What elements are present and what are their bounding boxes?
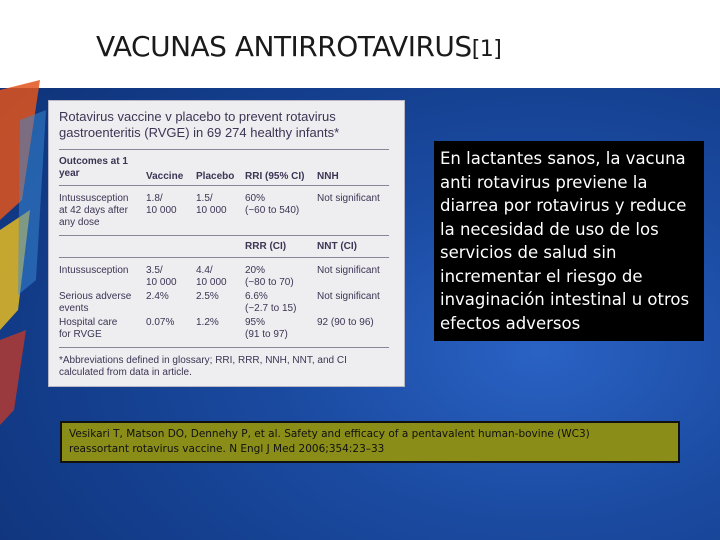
row1-placebo-line: 10 000 bbox=[196, 205, 227, 216]
header-placebo: Placebo bbox=[196, 171, 235, 182]
row4-ci-line: (91 to 97) bbox=[245, 329, 288, 340]
header-nnh: NNH bbox=[317, 171, 339, 182]
header-outcomes-line: year bbox=[59, 168, 80, 179]
row1-nn: Not significant bbox=[317, 193, 380, 204]
row2-vaccine-line: 3.5/ bbox=[146, 265, 163, 276]
row1-ci-line: (−60 to 540) bbox=[245, 205, 300, 216]
row4-nn: 92 (90 to 96) bbox=[317, 317, 374, 328]
header-nnt: NNT (CI) bbox=[317, 241, 357, 252]
row3-nn: Not significant bbox=[317, 291, 380, 302]
row2-nn: Not significant bbox=[317, 265, 380, 276]
summary-box bbox=[434, 141, 704, 341]
row2-outcome: Intussusception bbox=[59, 265, 129, 276]
row1-outcome-line: at 42 days after bbox=[59, 205, 128, 216]
table-rule bbox=[59, 185, 389, 186]
row1-placebo bbox=[196, 193, 227, 217]
row1-ci-line: 60% bbox=[245, 193, 266, 204]
row3-ci bbox=[245, 291, 296, 315]
table-rule bbox=[59, 149, 389, 150]
table-caption-line: Rotavirus vaccine v placebo to prevent rotavirus bbox=[59, 109, 336, 124]
row1-vaccine-line: 1.8/ bbox=[146, 193, 163, 204]
slide-title bbox=[96, 30, 501, 63]
row3-placebo: 2.5% bbox=[196, 291, 219, 302]
row2-vaccine bbox=[146, 265, 177, 289]
row1-ci bbox=[245, 193, 299, 217]
row2-ci-line: (−80 to 70) bbox=[245, 277, 294, 288]
row3-ci-line: (−2.7 to 15) bbox=[245, 303, 297, 314]
table-footnote-line: *Abbreviations defined in glossary; RRI, RRR, NNH, NNT, and CI bbox=[59, 355, 347, 366]
row2-ci bbox=[245, 265, 294, 289]
row1-outcome bbox=[59, 193, 129, 229]
title-text: VACUNAS ANTIRROTAVIRUS bbox=[96, 30, 472, 63]
row4-outcome bbox=[59, 317, 117, 341]
table-caption-line: gastroenteritis (RVGE) in 69 274 healthy infants* bbox=[59, 125, 340, 140]
row2-placebo-line: 10 000 bbox=[196, 277, 227, 288]
citation-line: Vesikari T, Matson DO, Dennehy P, et al. Safety and efficacy of a pentavalent human-bovine (WC3) bbox=[69, 428, 590, 440]
row3-outcome-line: Serious adverse bbox=[59, 291, 132, 302]
row2-placebo bbox=[196, 265, 227, 289]
summary-text: En lactantes sanos, la vacuna anti rotavirus previene la diarrea por rotavirus y reduce la necesidad de uso de los servicios de salud sin incrementar el riesgo de invaginación intestinal u otros efectos adversos bbox=[440, 149, 690, 333]
row2-vaccine-line: 10 000 bbox=[146, 277, 177, 288]
citation-box bbox=[60, 421, 680, 463]
row3-outcome-line: events bbox=[59, 303, 89, 314]
row3-ci-line: 6.6% bbox=[245, 291, 268, 302]
header-rri: RRI (95% CI) bbox=[245, 171, 305, 182]
row1-outcome-line: any dose bbox=[59, 217, 100, 228]
row4-outcome-line: Hospital care bbox=[59, 317, 118, 328]
row4-ci bbox=[245, 317, 288, 341]
row1-vaccine-line: 10 000 bbox=[146, 205, 177, 216]
row4-ci-line: 95% bbox=[245, 317, 266, 328]
table-footnote-line: calculated from data in article. bbox=[59, 367, 192, 378]
table-rule bbox=[59, 347, 389, 348]
header-outcomes bbox=[59, 156, 128, 180]
row2-ci-line: 20% bbox=[245, 265, 266, 276]
study-table-image bbox=[48, 100, 405, 387]
table-rule bbox=[59, 257, 389, 258]
table-footnote bbox=[59, 355, 394, 379]
header-outcomes-line: Outcomes at 1 bbox=[59, 156, 128, 167]
row2-placebo-line: 4.4/ bbox=[196, 265, 213, 276]
header-rrr: RRR (CI) bbox=[245, 241, 287, 252]
header-vaccine: Vaccine bbox=[146, 171, 184, 182]
citation-line: reassortant rotavirus vaccine. N Engl J Med 2006;354:23–33 bbox=[69, 443, 385, 455]
row3-vaccine: 2.4% bbox=[146, 291, 169, 302]
row4-placebo: 1.2% bbox=[196, 317, 219, 328]
row4-vaccine: 0.07% bbox=[146, 317, 175, 328]
row4-outcome-line: for RVGE bbox=[59, 329, 102, 340]
title-reference: [1] bbox=[471, 37, 502, 62]
table-rule bbox=[59, 235, 389, 236]
table-caption bbox=[59, 109, 394, 141]
row3-outcome bbox=[59, 291, 131, 315]
row1-vaccine bbox=[146, 193, 177, 217]
row1-placebo-line: 1.5/ bbox=[196, 193, 213, 204]
row1-outcome-line: Intussusception bbox=[59, 193, 129, 204]
